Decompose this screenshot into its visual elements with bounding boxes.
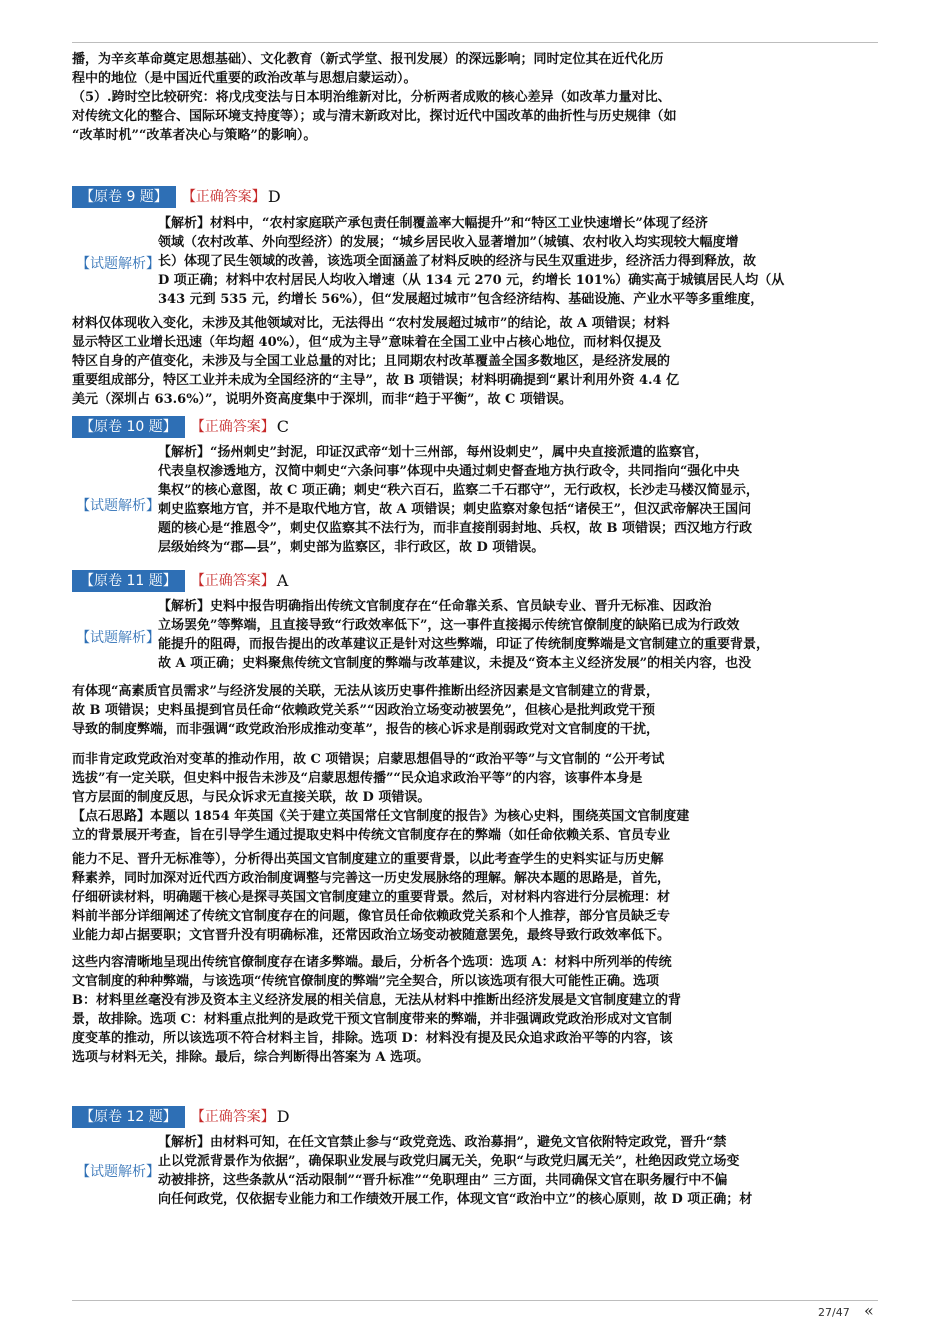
analysis-continued bbox=[72, 314, 832, 409]
text-line: 能提升的阻碍，而报告提出的改革建议正是针对这些弊端，印证了传统制度弊端是文官制建立的重要背景， bbox=[158, 637, 770, 652]
text-line: 有体现“高素质官员需求”与经济发展的关联，无法从该历史事件推断出经济因素是文官制建立的背景， bbox=[72, 684, 659, 699]
answer-label: 【正确答案】 bbox=[190, 419, 275, 435]
text-line: 业能力却占据要职；文官晋升没有明确标准，还常因政治立场变动被随意罢免，最终导致行政效率低下。 bbox=[72, 928, 671, 943]
intro-paragraph bbox=[72, 50, 832, 145]
text-line: 向任何政党，仅依据专业能力和工作绩效开展工作，体现文官“政治中立”的核心原则，故 D 项正确；材 bbox=[158, 1192, 753, 1207]
text-line: 料前半部分详细阐述了传统文官制度存在的问题，像官员任命依赖政党关系和个人推荐，部分官员缺乏专 bbox=[72, 909, 671, 924]
analysis-continued bbox=[72, 682, 832, 739]
text-line: 题的核心是“推恩令”，刺史仅监察其不法行为，而非直接削弱封地、兵权，故 B 项错误；西汉地方行政 bbox=[158, 521, 752, 536]
text-line: B：材料里丝毫没有涉及资本主义经济发展的相关信息，无法从材料中推断出经济发展是文官制度建立的背 bbox=[72, 993, 681, 1008]
text-line: 选拔”有一定关联，但史料中报告未涉及“启蒙思想传播”“民众追求政治平等”的内容，该事件本身是 bbox=[72, 771, 643, 786]
text-line: 立的背景展开考查，旨在引导学生通过提取史料中传统文官制度存在的弊端（如任命依赖关系、官员专业 bbox=[72, 828, 671, 843]
text-line: 层级始终为“郡—县”，刺史部为监察区，非行政区，故 D 项错误。 bbox=[158, 540, 545, 555]
text-line: 播，为辛亥革命奠定思想基础）、文化教育（新式学堂、报刊发展）的深远影响；同时定位其在近代化历 bbox=[72, 52, 664, 67]
text-line: D 项正确；材料中农村居民人均收入增速（从 134 元 270 元，约增长 101%）确实高于城镇居民人均（从 bbox=[158, 273, 785, 288]
text-line: （5）.跨时空比较研究：将戊戌变法与日本明治维新对比，分析两者成败的核心差异（如改革力量对比、 bbox=[72, 90, 671, 105]
text-line: 动被排挤，这些条款从“活动限制”“晋升标准”“免职理由” 三方面，共同确保文官在职务履行中不偏 bbox=[158, 1173, 728, 1188]
answer-letter: D bbox=[267, 187, 281, 206]
question-tag: 【原卷 9 题】 bbox=[72, 186, 176, 208]
question-tag: 【原卷 10 题】 bbox=[72, 416, 185, 438]
text-line: 343 元到 535 元，约增长 56%），但“发展超过城市”包含经济结构、基础设施、产业水平等多重维度， bbox=[158, 292, 764, 307]
text-line: 【解析】史料中报告明确指出传统文官制度存在“任命靠关系、官员缺专业、晋升无标准、因政治 bbox=[158, 599, 712, 614]
analysis-label: 【试题解析】 bbox=[76, 256, 160, 272]
question-12-header bbox=[72, 1106, 290, 1128]
text-line: 材料仅体现收入变化，未涉及其他领域对比，无法得出 “农村发展超过城市”的结论，故 A 项错误；材料 bbox=[72, 316, 670, 331]
text-line: 特区自身的产值变化，未涉及与全国工业总量的对比；且同期农村改革覆盖全国多数地区，是经济发展的 bbox=[72, 354, 671, 369]
analysis-text bbox=[158, 214, 822, 309]
text-line: 刺史监察地方官，并不是取代地方官，故 A 项错误；刺史监察对象包括“诸侯王”，但汉武帝解决王国问 bbox=[158, 502, 752, 517]
answer-label: 【正确答案】 bbox=[190, 573, 275, 589]
text-line: 对传统文化的整合、国际环境支持度等）；或与清末新政对比，探讨近代中国改革的曲折性与历史规律（如 bbox=[72, 109, 677, 124]
text-line: 官方层面的制度反思，与民众诉求无直接关联，故 D 项错误。 bbox=[72, 790, 431, 805]
answer-label: 【正确答案】 bbox=[181, 189, 266, 205]
text-line: 选项与材料无关，排除。最后，综合判断得出答案为 A 选项。 bbox=[72, 1050, 430, 1065]
text-line: 这些内容清晰地呈现出传统官僚制度存在诸多弊端。最后，分析各个选项：选项 A：材料中所列举的传统 bbox=[72, 955, 672, 970]
answer-letter: D bbox=[276, 1107, 290, 1126]
text-line: 程中的地位（是中国近代重要的政治改革与思想启蒙运动）。 bbox=[72, 71, 417, 86]
double-left-chevron-icon[interactable]: « bbox=[864, 1301, 874, 1320]
analysis-label: 【试题解析】 bbox=[76, 498, 160, 514]
text-line: 故 B 项错误；史料虽提到官员任命“依赖政党关系”“因政治立场变动被罢免”，但核心是批判政党干预 bbox=[72, 703, 655, 718]
text-line: 领域（农村改革、外向型经济）的发展；“城乡居民收入显著增加”（城镇、农村收入均实现较大幅度增 bbox=[158, 235, 739, 250]
text-line: 集权”的核心意图，故 C 项正确；刺史“秩六百石，监察二千石郡守”，无行政权，长沙走马楼汉简显示， bbox=[158, 483, 759, 498]
analysis-continued bbox=[72, 750, 832, 845]
analysis-continued bbox=[72, 953, 832, 1067]
text-line: 美元（深圳占 63.6%）”，说明外资高度集中于深圳，而非“趋于平衡”，故 C 项错误。 bbox=[72, 392, 572, 407]
text-line: 长）体现了民生领域的改善，该选项全面涵盖了材料反映的经济与民生双重进步，经济活力得到释放，故 bbox=[158, 254, 757, 269]
answer-label: 【正确答案】 bbox=[190, 1109, 275, 1125]
question-tag: 【原卷 11 题】 bbox=[72, 570, 185, 592]
text-line: 度变革的推动，所以该选项不符合材料主旨，排除。选项 D：材料没有提及民众追求政治平等的内容，该 bbox=[72, 1031, 673, 1046]
analysis-text bbox=[158, 443, 822, 557]
answer-letter: C bbox=[276, 417, 289, 436]
text-line: 立场罢免”等弊端，且直接导致“行政效率低下”，这一事件直接揭示传统官僚制度的缺陷已成为行政效 bbox=[158, 618, 740, 633]
analysis-text bbox=[158, 597, 822, 673]
text-line: 【点石思路】本题以 1854 年英国《关于建立英国常任文官制度的报告》为核心史料，围绕英国文官制度建 bbox=[72, 809, 690, 824]
text-line: 重要组成部分，特区工业并未成为全国经济的“主导”，故 B 项错误；材料明确提到“累计利用外资 4.4 亿 bbox=[72, 373, 680, 388]
text-line: 【解析】“扬州刺史”封泥，印证汉武帝“划十三州部，每州设刺史”，属中央直接派遣的监察官， bbox=[158, 445, 708, 460]
page-number: 27/47 bbox=[818, 1306, 850, 1319]
text-line: “改革时机”“改革者决心与策略”的影响）。 bbox=[72, 128, 317, 143]
question-9-header bbox=[72, 186, 281, 208]
text-line: 止以党派背景作为依据”，确保职业发展与政党归属无关，免职“与政党归属无关”，杜绝因政党立场变 bbox=[158, 1154, 740, 1169]
question-tag: 【原卷 12 题】 bbox=[72, 1106, 185, 1128]
bottom-divider bbox=[72, 1300, 878, 1301]
analysis-continued bbox=[72, 850, 832, 945]
text-line: 文官制度的种种弊端，与该选项“传统官僚制度的弊端”完全契合，所以该选项有很大可能性正确。选项 bbox=[72, 974, 659, 989]
text-line: 显示特区工业增长迅速（年均超 40%），但“成为主导”意味着在全国工业中占核心地位，而材料仅提及 bbox=[72, 335, 662, 350]
text-line: 【解析】材料中，“农村家庭联产承包责任制覆盖率大幅提升”和“特区工业快速增长”体现了经济 bbox=[158, 216, 708, 231]
text-line: 而非肯定政党政治对变革的推动作用，故 C 项错误；启蒙思想倡导的“政治平等”与文官制的 “公开考试 bbox=[72, 752, 665, 767]
text-line: 【解析】由材料可知，在任文官禁止参与“政党竞选、政治募捐”，避免文官依附特定政党，晋升“禁 bbox=[158, 1135, 727, 1150]
analysis-label: 【试题解析】 bbox=[76, 630, 160, 646]
text-line: 导致的制度弊端，而非强调“政党政治形成推动变革”，报告的核心诉求是削弱政党对文官制度的干扰， bbox=[72, 722, 659, 737]
question-11-header bbox=[72, 570, 288, 592]
text-line: 代表皇权渗透地方，汉简中刺史“六条问事”体现中央通过刺史督查地方执行政令，共同指向“强化中央 bbox=[158, 464, 740, 479]
top-divider bbox=[72, 42, 878, 43]
answer-letter: A bbox=[276, 571, 289, 590]
text-line: 能力不足、晋升无标准等），分析得出英国文官制度建立的重要背景，以此考查学生的史料实证与历史解 bbox=[72, 852, 664, 867]
text-line: 仔细研读材料，明确题干核心是探寻英国文官制度建立的重要背景。然后，对材料内容进行分层梳理：材 bbox=[72, 890, 671, 905]
text-line: 故 A 项正确；史料聚焦传统文官制度的弊端与改革建议，未提及“资本主义经济发展”的相关内容，也没 bbox=[158, 656, 752, 671]
text-line: 释素养，同时加深对近代西方政治制度调整与完善这一历史发展脉络的理解。解决本题的思路是，首先， bbox=[72, 871, 671, 886]
analysis-text bbox=[158, 1133, 822, 1209]
text-line: 景，故排除。选项 C：材料重点批判的是政党干预文官制度带来的弊端，并非强调政党政治形成对文官制 bbox=[72, 1012, 672, 1027]
question-10-header bbox=[72, 416, 289, 438]
analysis-label: 【试题解析】 bbox=[76, 1164, 160, 1180]
